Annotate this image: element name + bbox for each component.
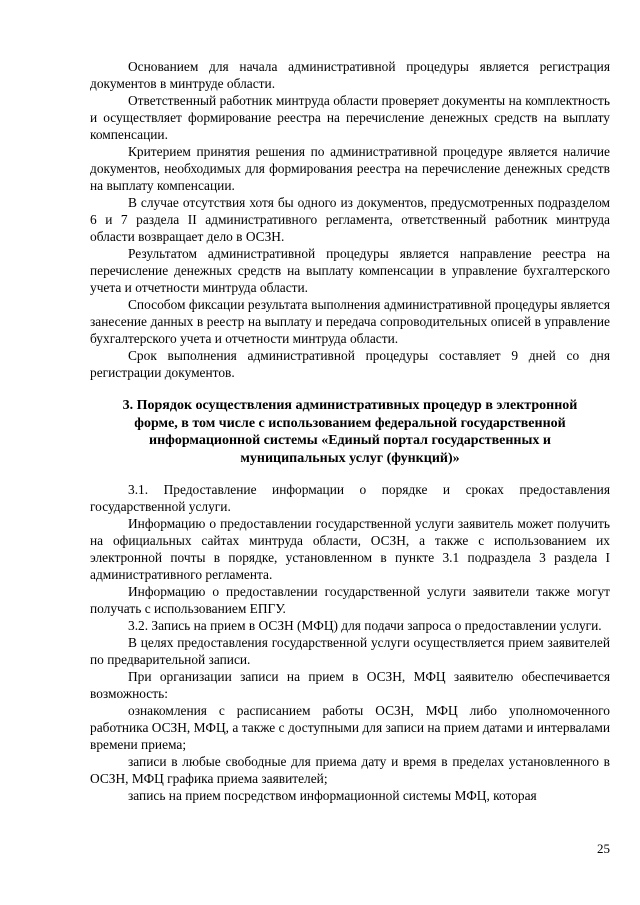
paragraph: Информацию о предоставлении государственной услуги заявители также могут получать с использованием ЕПГУ. (90, 584, 610, 616)
paragraph: В целях предоставления государственной услуги осуществляется прием заявителей по предварительной записи. (90, 635, 610, 667)
paragraph: ознакомления с расписанием работы ОСЗН, МФЦ либо уполномоченного работника ОСЗН, МФЦ, а также с доступными для записи на прием датами и интервалами времени приема; (90, 703, 610, 752)
paragraph: В случае отсутствия хотя бы одного из документов, предусмотренных подразделом 6 и 7 раздела II административного регламента, ответственный работник минтруда области возвращает дело в ОСЗН. (90, 195, 610, 244)
paragraph: Ответственный работник минтруда области проверяет документы на комплектность и осуществляет формирование реестра на перечисление денежных средств на выплату компенсации. (90, 93, 610, 142)
paragraph: 3.2. Запись на прием в ОСЗН (МФЦ) для подачи запроса о предоставлении услуги. (128, 618, 602, 633)
paragraph: Основанием для начала административной процедуры является регистрация документов в минтруде области. (90, 59, 610, 91)
paragraph: записи в любые свободные для приема дату и время в пределах установленного в ОСЗН, МФЦ графика приема заявителей; (90, 754, 610, 786)
paragraph: 3.1. Предоставление информации о порядке и сроках предоставления государственной услуги. (90, 482, 610, 514)
paragraph: Способом фиксации результата выполнения административной процедуры является занесение данных в реестр на выплату и передача сопроводительных описей в управление бухгалтерского учета и отчетности минтруда области. (90, 297, 610, 346)
paragraph: запись на прием посредством информационной системы МФЦ, которая (128, 788, 537, 803)
paragraph: Критерием принятия решения по административной процедуре является наличие документов, необходимых для формирования реестра на перечисление денежных средств на выплату компенсации. (90, 144, 610, 193)
paragraph: Срок выполнения административной процедуры составляет 9 дней со дня регистрации документов. (90, 348, 610, 380)
section-heading: 3. Порядок осуществления административных процедур в электронной форме, в том числе с использованием федеральной государственной информационной системы «Единый портал государственных и муниципальных услуг (функций)» (122, 398, 578, 466)
paragraph: При организации записи на прием в ОСЗН, МФЦ заявителю обеспечивается возможность: (90, 669, 610, 701)
page-number: 25 (597, 841, 610, 856)
paragraph: Результатом административной процедуры является направление реестра на перечисление денежных средств на выплату компенсации в управление бухгалтерского учета и отчетности минтруда области. (90, 246, 610, 295)
paragraph: Информацию о предоставлении государственной услуги заявитель может получить на официальных сайтах минтруда области, ОСЗН, а также с использованием их электронной почты в порядке, установленном в пункте 3.1 подраздела 3 раздела I административного регламента. (90, 516, 610, 582)
page-content (90, 58, 610, 804)
